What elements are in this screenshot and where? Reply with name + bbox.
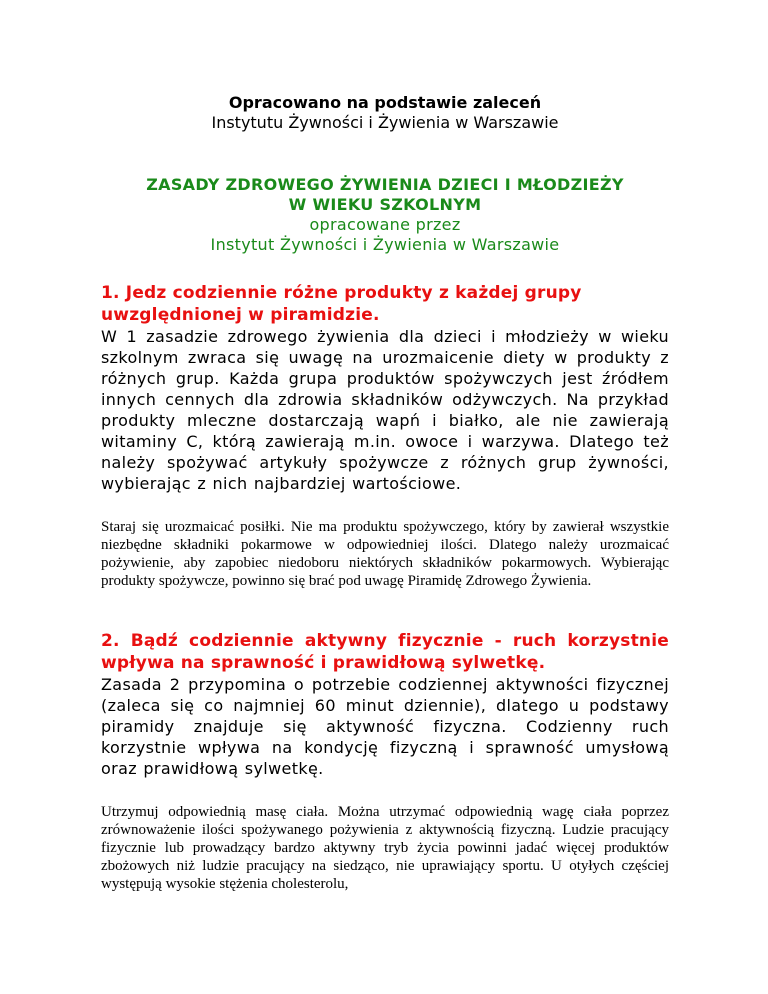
title-line-1: ZASADY ZDROWEGO ŻYWIENIA DZIECI I MŁODZIEŻY [146, 175, 624, 194]
title-sub-1: opracowane przez [309, 215, 461, 234]
section-1-body: W 1 zasadzie zdrowego żywienia dla dzieci i młodzieży w wieku szkolnym zwraca się uwagę na urozmaicenie diety w produkty z różnych grup. Każda grupa produktów spożywczych jest źródłem innych cennych dla zdrowia składników odżywczych. Na przykład produkty mleczne dostarczają wapń i białko, ale nie zawierają witaminy C, którą zawierają m.in. owoce i warzywa. Dlatego też należy spożywać artykuły spożywcze z różnych grup żywności, wybierając z nich najbardziej wartościowe. [101, 327, 669, 493]
header-sub-line: Instytutu Żywności i Żywienia w Warszawie [211, 113, 559, 132]
section-2-body: Zasada 2 przypomina o potrzebie codziennej aktywności fizycznej (zaleca się co najmniej 60 minut dziennie), dlatego u podstawy piramidy znajduje się aktywność fizyczna. Codzienny ruch korzystnie wpływa na kondycję fizyczną i sprawność umysłową oraz prawidłową sylwetkę. [101, 675, 669, 778]
section-2-note: Utrzymuj odpowiednią masę ciała. Można utrzymać odpowiednią wagę ciała poprzez zrównoważenie ilości spożywanego pożywienia z aktywnością fizyczną. Ludzie pracujący fizycznie lub prowadzący bardzo aktywny tryb życia powinni jadać więcej produktów zbożowych niż ludzie pracujący na siedząco, nie uprawiający sportu. U otyłych częściej występują wysokie stężenia cholesterolu, [101, 804, 669, 892]
section-2-heading: 2. Bądź codziennie aktywny fizycznie - ruch korzystnie wpływa na sprawność i prawidłową sylwetkę. [101, 631, 669, 673]
section-1-note: Staraj się urozmaicać posiłki. Nie ma produktu spożywczego, który by zawierał wszystkie niezbędne składniki pokarmowe w odpowiedniej ilości. Dlatego należy urozmaicać pożywienie, aby zapobiec niedoboru niektórych składników pokarmowych. Wybierając produkty spożywcze, powinno się brać pod uwagę Piramidę Zdrowego Żywienia. [101, 519, 669, 589]
header-bold-line: Opracowano na podstawie zaleceń [228, 93, 542, 112]
section-1-heading: 1. Jedz codziennie różne produkty z każdej grupy uwzględnionej w piramidzie. [101, 283, 582, 325]
document-page [101, 0, 669, 893]
title-line-2: W WIEKU SZKOLNYM [288, 195, 482, 214]
title-sub-2: Instytut Żywności i Żywienia w Warszawie [210, 235, 560, 254]
